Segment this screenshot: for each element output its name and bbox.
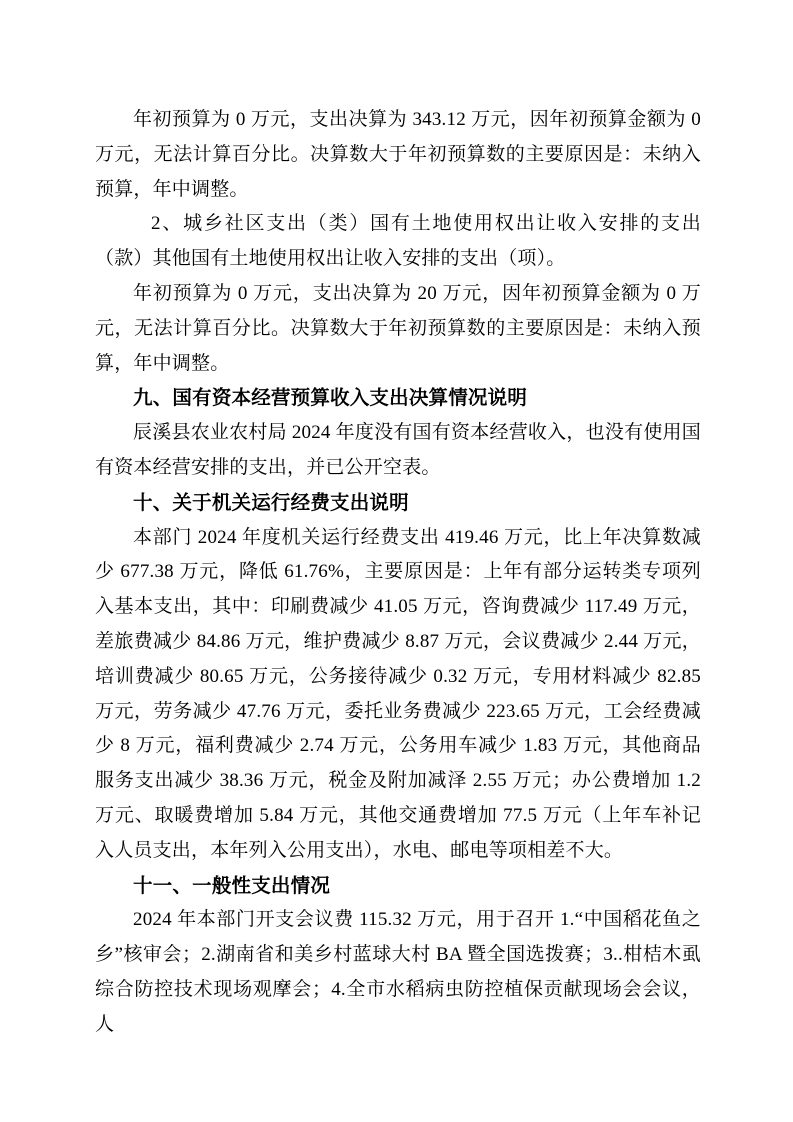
- paragraph: 本部门 2024 年度机关运行经费支出 419.46 万元，比上年决算数减少 677.38 万元，降低 61.76%，主要原因是：上年有部分运转类专项列入基本支出，其中：印刷费减少 41.05 万元，咨询费减少 117.49 万元，差旅费减少 84.86 万元，维护费减少 8.87 万元，会议费减少 2.44 万元，培训费减少 80.65 万元，公务接待减少 0.32 万元，专用材料减少 82.85 万元，劳务减少 47.76 万元，委托业务费减少 223.65 万元，工会经费减少 8 万元，福利费减少 2.74 万元，公务用车减少 1.83 万元，其他商品服务支出减少 38.36 万元，税金及附加减泽 2.55 万元；办公费增加 1.2 万元、取暖费增加 5.84 万元，其他交通费增加 77.5 万元（上年车补记入人员支出，本年列入公用支出），水电、邮电等项相差不大。: [95, 526, 701, 861]
- document-content: [95, 103, 701, 1043]
- paragraph: 2024 年本部门开支会议费 115.32 万元，用于召开 1.“中国稻花鱼之乡”核审会；2.湖南省和美乡村蓝球大村 BA 暨全国选拨赛；3..柑桔木虱综合防控技术现场观摩会；4.全市水稻病虫防控植保贡献现场会会议，人: [95, 909, 701, 1035]
- paragraph: 辰溪县农业农村局 2024 年度没有国有资本经营收入，也没有使用国有资本经营安排的支出，并已公开空表。: [95, 422, 701, 478]
- paragraph: 年初预算为 0 万元，支出决算为 20 万元，因年初预算金额为 0 万元，无法计算百分比。决算数大于年初预算数的主要原因是：未纳入预算，年中调整。: [95, 282, 701, 374]
- section-heading: 九、国有资本经营预算收入支出决算情况说明: [133, 387, 528, 410]
- section-heading: 十一、一般性支出情况: [133, 874, 331, 897]
- paragraph: 2、城乡社区支出（类）国有土地使用权出让收入安排的支出（款）其他国有土地使用权出让收入安排的支出（项）。: [95, 213, 701, 270]
- paragraph: 年初预算为 0 万元，支出决算为 343.12 万元，因年初预算金额为 0 万元，无法计算百分比。决算数大于年初预算数的主要原因是：未纳入预算，年中调整。: [95, 109, 701, 200]
- section-heading: 十、关于机关运行经费支出说明: [133, 491, 409, 514]
